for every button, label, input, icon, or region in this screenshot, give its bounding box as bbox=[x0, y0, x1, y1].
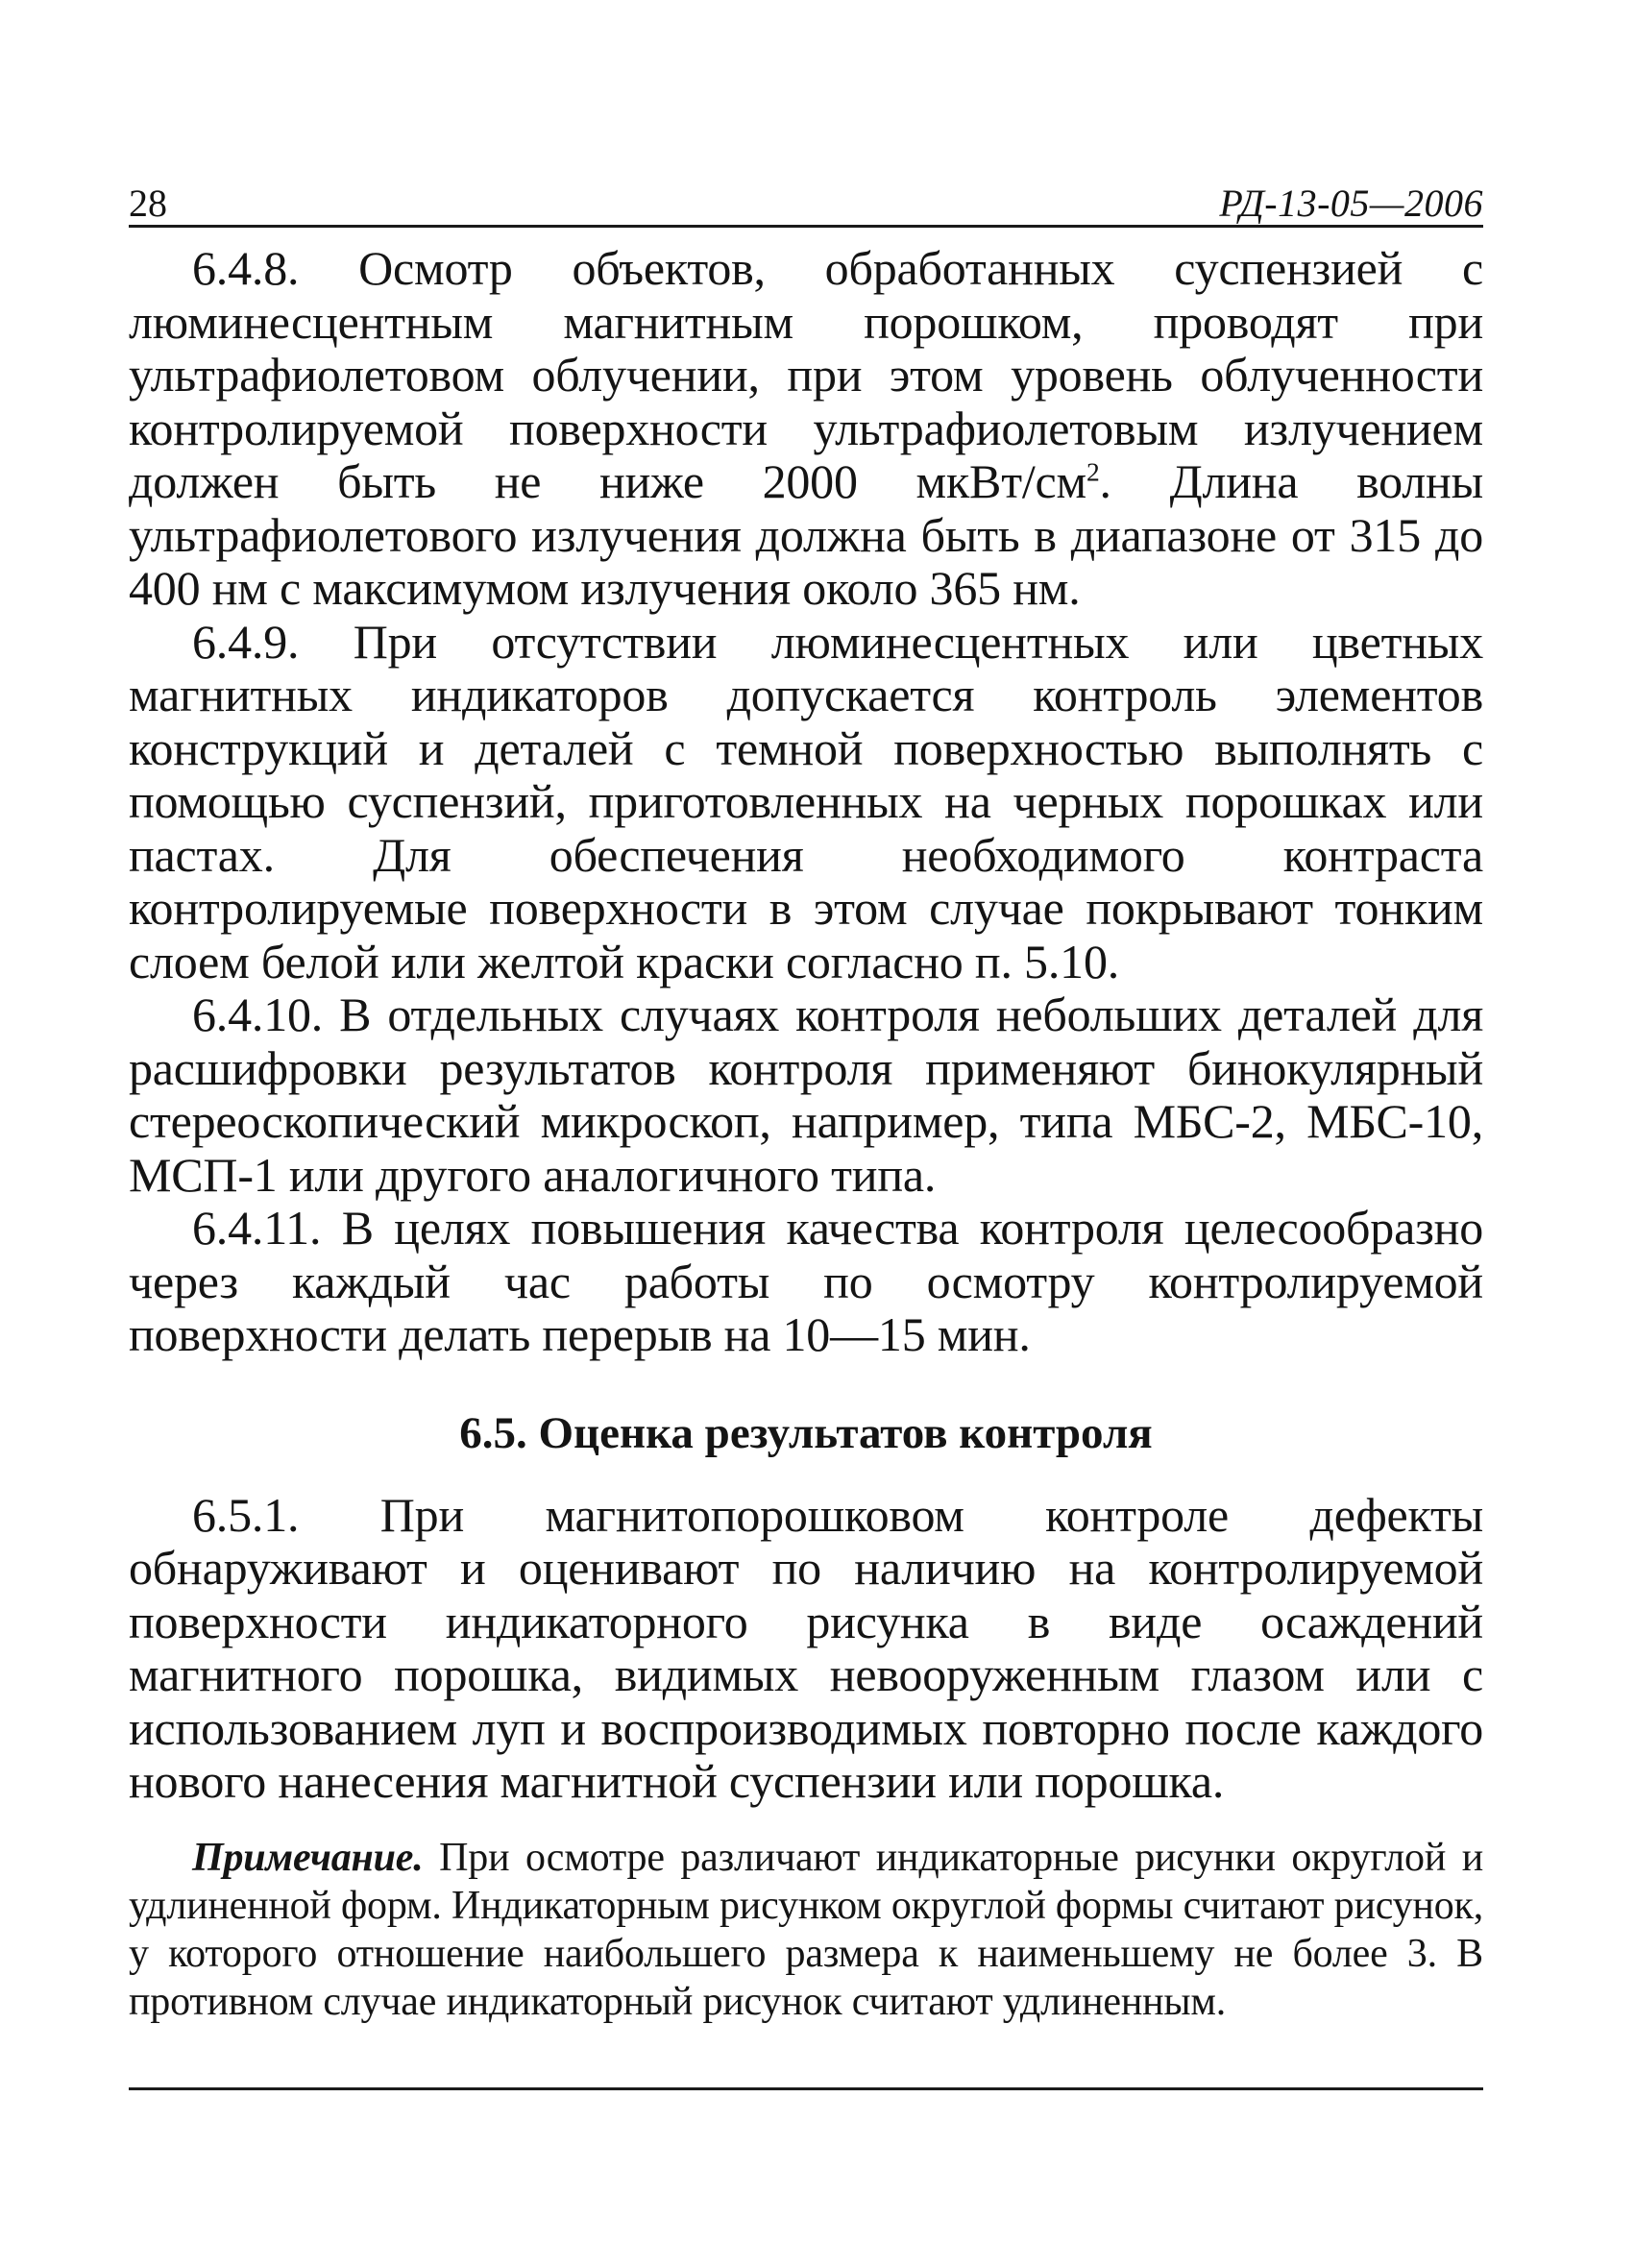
document-code: РД-13-05—2006 bbox=[1219, 182, 1483, 225]
paragraph-6-4-11: 6.4.11. В целях повышения качества контроля целесообразно через каждый час работы по осмотру контролируемой поверхности делать перерыв на 10—15 мин. bbox=[129, 1201, 1483, 1361]
footer-divider bbox=[129, 2087, 1483, 2090]
note-label: Примечание. bbox=[192, 1835, 424, 1880]
section-title: 6.5. Оценка результатов контроля bbox=[459, 1407, 1153, 1458]
note-paragraph bbox=[129, 1834, 1483, 2026]
paragraph-6-4-9: 6.4.9. При отсутствии люминесцентных или цветных магнитных индикаторов допускается контроль элементов конструкций и деталей с темной поверхностью выполнять с помощью суспензий, приготовленных на черных порошках или пастах. Для обеспечения необходимого контраста контролируемые поверхности в этом случае покрывают тонким слоем белой или желтой краски согласно п. 5.10. bbox=[129, 614, 1483, 988]
paragraph-6-5-1: 6.5.1. При магнитопорошковом контроле дефекты обнаруживают и оценивают по наличию на контролируемой поверхности индикаторного рисунка в виде осаждений магнитного порошка, видимых невооруженным глазом или с использованием луп и воспроизводимых повторно после каждого нового нанесения магнитной суспензии или порошка. bbox=[129, 1487, 1483, 1808]
superscript-two: 2 bbox=[1086, 456, 1100, 487]
note-text: При осмотре различают индикаторные рисунки округлой и удлиненной форм. Индикаторным рисунком округлой формы считают рисунок, у которого отношение наибольшего размера к наименьшему не более 3. В противном случае индикаторный рисунок считают удлиненным. bbox=[129, 1835, 1483, 2024]
body-text bbox=[129, 242, 1483, 2026]
paragraph-6-4-8 bbox=[129, 242, 1483, 616]
paragraph-6-4-8-text-continued: . Длина волны ультрафиолетового излучения должна быть в диапазоне от 315 до 400 нм с максимумом излучения около 365 нм. bbox=[129, 454, 1483, 615]
paragraph-6-4-10: 6.4.10. В отдельных случаях контроля небольших деталей для расшифровки результатов контроля применяют бинокулярный стереоскопический микроскоп, например, типа МБС-2, МБС-10, МСП-1 или другого аналогичного типа. bbox=[129, 988, 1483, 1202]
page-header bbox=[129, 179, 1483, 228]
paragraph-6-4-8-text: 6.4.8. Осмотр объектов, обработанных суспензией с люминесцентным магнитным порошком, проводят при ультрафиолетовом облучении, при этом уровень облученности контролируемой поверхности ультрафиолетовым излучением должен быть не ниже 2000 мкВт/см bbox=[129, 241, 1483, 508]
page-number: 28 bbox=[129, 182, 167, 225]
